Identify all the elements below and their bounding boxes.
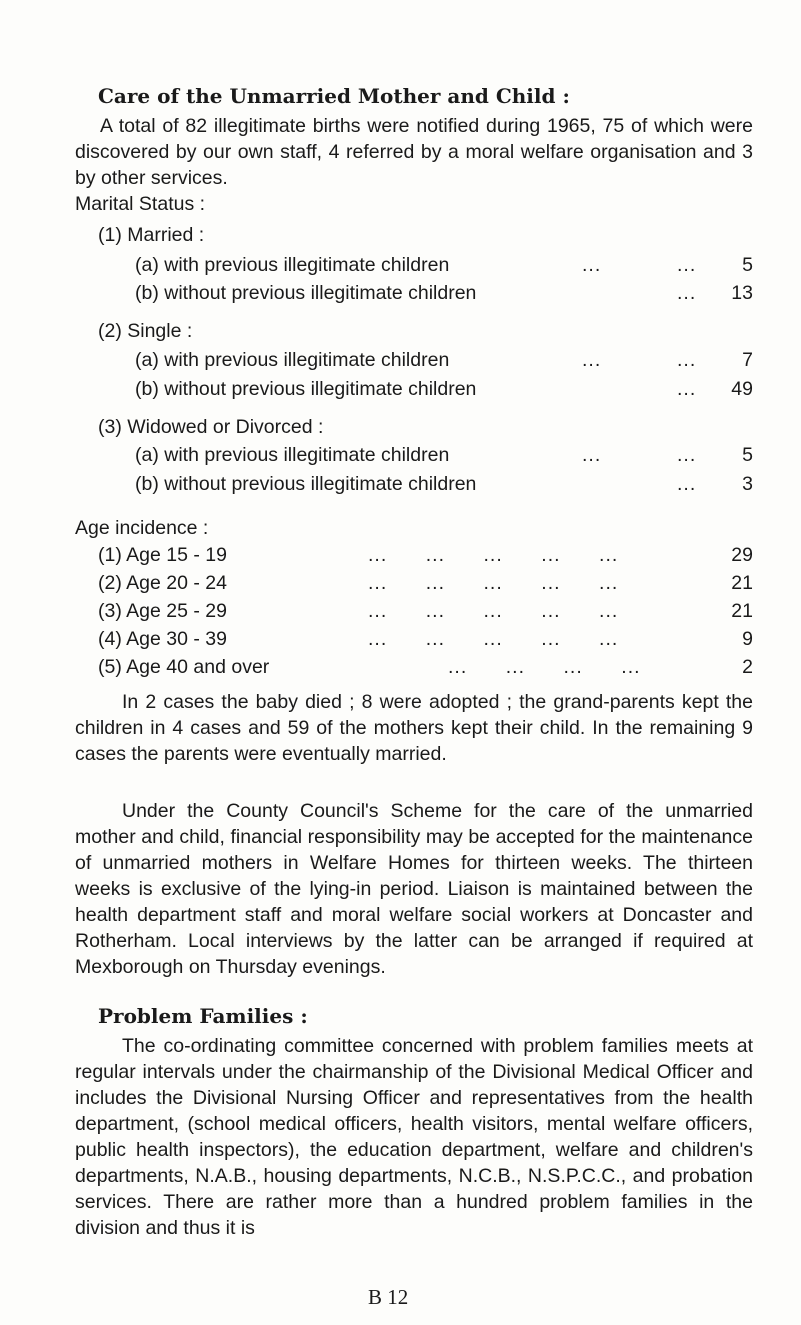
row-label: (a) with previous illegitimate children (135, 349, 450, 371)
row-value: 9 (742, 628, 753, 650)
row-label: (a) with previous illegitimate children (135, 444, 450, 466)
age-incidence-label: Age incidence : (75, 517, 209, 539)
table-row (0, 444, 801, 470)
row-label: (5) Age 40 and over (98, 656, 270, 678)
row-value: 21 (731, 600, 753, 622)
row-value: 7 (742, 349, 753, 371)
row-label: (4) Age 30 - 39 (98, 628, 227, 650)
row-label: (2) Age 20 - 24 (98, 572, 227, 594)
leader-dots: ... ... ... ... ... (368, 544, 619, 566)
row-label: (b) without previous illegitimate children (135, 282, 477, 304)
leader-dots: ... (677, 378, 697, 400)
row-value: 5 (742, 254, 753, 276)
leader-dots: ... (582, 254, 602, 276)
row-label: (a) with previous illegitimate children (135, 254, 450, 276)
row-label: (3) Age 25 - 29 (98, 600, 227, 622)
leader-dots: ... (582, 349, 602, 371)
row-value: 5 (742, 444, 753, 466)
row-value: 3 (742, 473, 753, 495)
leader-dots: ... ... ... ... ... (368, 628, 619, 650)
row-value: 49 (731, 378, 753, 400)
row-value: 2 (742, 656, 753, 678)
group-widowed-label: (3) Widowed or Divorced : (98, 416, 324, 438)
group-married-label: (1) Married : (98, 224, 205, 246)
section-heading-problem-families: Problem Families : (98, 1004, 308, 1028)
problem-families-paragraph: The co-ordinating committee concerned with problem families meets at regular intervals under the chairmanship of the Divisional Medical Officer and includes the Divisional Nursing Officer and representatives from the health department, (school medical officers, health visitors, mental welfare officers, public health inspectors), the education department, welfare and children's departments, N.A.B., housing departments, N.C.B., N.S.P.C.C., and probation services. There are rather more than a hundred problem families in the division and thus it is (75, 1035, 753, 1239)
leader-dots: ... (677, 282, 697, 304)
leader-dots: ... (677, 349, 697, 371)
scheme-paragraph: Under the County Council's Scheme for the care of the unmarried mother and child, financial responsibility may be accepted for the maintenance of unmarried mothers in Welfare Homes for thirteen weeks. The thirteen weeks is exclusive of the lying-in period. Liaison is maintained between the health department staff and moral welfare social workers at Doncaster and Rotherham. Local interviews by the latter can be arranged if required at Mexborough on Thursday evenings. (75, 800, 753, 978)
row-value: 21 (731, 572, 753, 594)
table-row (0, 600, 801, 626)
row-value: 13 (731, 282, 753, 304)
row-label: (b) without previous illegitimate children (135, 378, 477, 400)
leader-dots: ... ... ... ... ... (368, 600, 619, 622)
table-row (0, 254, 801, 280)
leader-dots: ... (582, 444, 602, 466)
marital-status-label: Marital Status : (75, 193, 206, 215)
leader-dots: ... ... ... ... (448, 656, 641, 678)
table-row (0, 378, 801, 404)
table-row (0, 656, 801, 682)
leader-dots: ... (677, 473, 697, 495)
outcome-paragraph: In 2 cases the baby died ; 8 were adopted ; the grand-parents kept the children in 4 cases and 59 of the mothers kept their child. In the remaining 9 cases the parents were eventually married. (75, 691, 753, 765)
table-row (0, 544, 801, 570)
leader-dots: ... ... ... ... ... (368, 572, 619, 594)
page-number: B 12 (368, 1285, 409, 1309)
section-heading-unmarried-mother: Care of the Unmarried Mother and Child : (98, 84, 570, 108)
group-single-label: (2) Single : (98, 320, 193, 342)
table-row (0, 628, 801, 654)
table-row (0, 282, 801, 308)
row-label: (1) Age 15 - 19 (98, 544, 227, 566)
table-row (0, 349, 801, 375)
leader-dots: ... (677, 444, 697, 466)
row-label: (b) without previous illegitimate children (135, 473, 477, 495)
row-value: 29 (731, 544, 753, 566)
table-row (0, 473, 801, 499)
intro-paragraph: A total of 82 illegitimate births were notified during 1965, 75 of which were discovered by our own staff, 4 referred by a moral welfare organisation and 3 by other services. (75, 115, 753, 189)
leader-dots: ... (677, 254, 697, 276)
table-row (0, 572, 801, 598)
